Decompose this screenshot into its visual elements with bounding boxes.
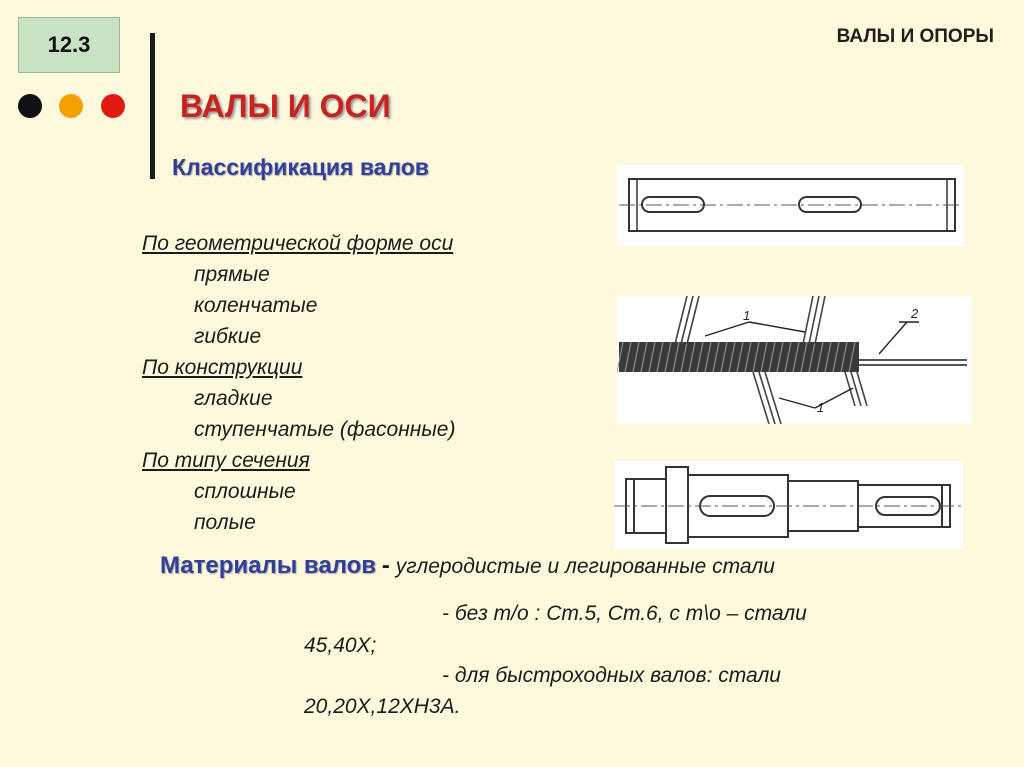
red-dot-icon — [101, 94, 125, 118]
orange-dot-icon — [59, 94, 83, 118]
list-item: полые — [194, 511, 256, 534]
smooth-shaft-figure — [617, 165, 964, 246]
list-item: сплошные — [194, 480, 296, 503]
category-geometry: По геометрической форме оси — [142, 232, 454, 255]
stepped-shaft-figure — [614, 461, 963, 549]
flexible-shaft-drawing — [617, 296, 972, 424]
list-item: прямые — [194, 263, 270, 286]
list-item: ступенчатые (фасонные) — [194, 418, 456, 441]
materials-dash: - — [381, 552, 390, 579]
vertical-divider — [150, 33, 155, 179]
flexible-label-1b: 1 — [817, 400, 825, 415]
classification-subtitle: Классификация валов — [172, 154, 429, 180]
page-title: ВАЛЫ И ОСИ — [180, 88, 391, 124]
materials-text: углеродистые и легированные стали — [395, 555, 775, 578]
materials-title: Материалы валов — [160, 552, 377, 579]
materials-heading-line — [160, 552, 775, 580]
section-title: ВАЛЫ И ОПОРЫ — [836, 26, 994, 47]
flexible-label-2: 2 — [911, 306, 919, 321]
materials-line: - без т/о : Ст.5, Ст.6, с т\о – стали — [442, 602, 807, 625]
materials-line: - для быстроходных валов: стали — [442, 664, 781, 687]
list-item: коленчатые — [194, 294, 318, 317]
black-dot-icon — [18, 94, 42, 118]
flexible-label-1a: 1 — [743, 308, 751, 323]
classification-list — [142, 228, 455, 538]
materials-line: 45,40Х; — [304, 634, 377, 657]
list-item: гладкие — [194, 387, 273, 410]
slide-number-text: 12.3 — [47, 32, 91, 57]
list-item: гибкие — [194, 325, 262, 348]
smooth-shaft-drawing — [617, 165, 964, 246]
category-construction: По конструкции — [142, 356, 303, 379]
category-section: По типу сечения — [142, 449, 310, 472]
flexible-shaft-figure — [617, 296, 972, 424]
materials-line: 20,20Х,12ХН3А. — [304, 695, 461, 718]
slide-number — [18, 17, 120, 73]
stepped-shaft-drawing — [614, 461, 963, 549]
